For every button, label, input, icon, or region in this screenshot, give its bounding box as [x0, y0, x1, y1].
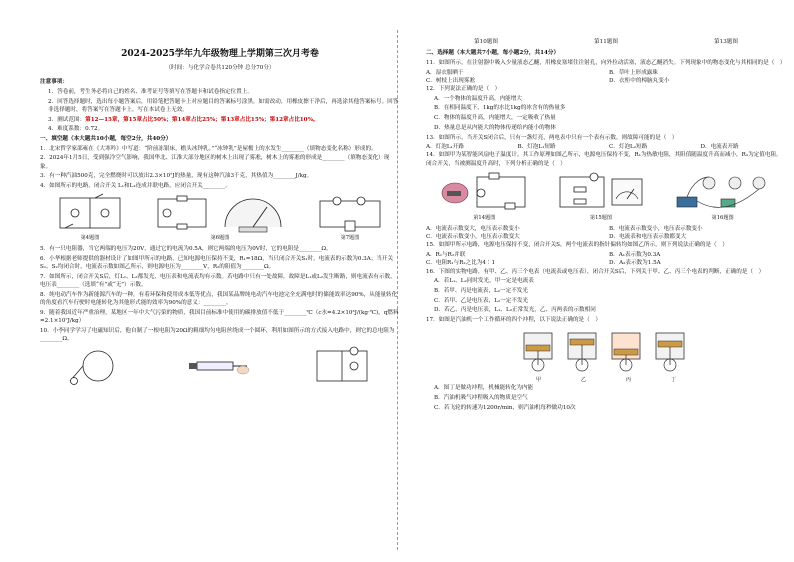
figure-caption: 第6题图 — [210, 235, 230, 242]
figure-q7 — [315, 193, 385, 242]
option: A．湿衣服晒干 — [426, 69, 464, 76]
option: D．电流表开路 — [700, 144, 739, 151]
option: C．若甲、乙是电压表，L₂一定不发光 — [434, 297, 529, 304]
question-6: 6．小华根据老师提供的器材设计了如图甲所示的电路，已知电源电压保持不变，R₁=18Ω，当只闭合开关S₁时，电流表的示数为0.3A；当开关S₁、S₂均闭合时，电流表示数如图乙所示，则电源电压为________V，R₂的阻值为________Ω。 — [40, 256, 394, 271]
option: C．电阻R₁与R₂之比为4∶1 — [426, 260, 496, 267]
engine-strokes-figure — [426, 327, 786, 373]
four-stroke-engine-diagram — [516, 327, 696, 373]
figure-q14 — [439, 171, 529, 222]
figure-row-left — [40, 193, 400, 242]
option: A．一个物体的温度升高，内能增大 — [434, 95, 522, 102]
note-item: 1．答卷前，考生务必将自己的姓名、准考证号等填写在答题卡和试卷指定位置上。 — [48, 88, 253, 95]
option: C．若飞轮的转速为1200r/min，则汽油机每秒做功10次 — [434, 404, 576, 411]
figure-q15 — [556, 171, 646, 222]
option: A．图丁是做功冲程，机械能转化为内能 — [434, 385, 534, 392]
circuit-diagram-q13 — [312, 346, 372, 386]
scope-highlight: 第12—15章，第15章占比50%；第14章占比25%；第13章占比15%；第12章占比10%。 — [85, 116, 319, 123]
stroke-label: 甲 — [535, 377, 542, 384]
thermometer-and-circuit — [439, 171, 529, 213]
option: C．物体的温度升高，内能增大，一定吸收了热量 — [434, 115, 556, 122]
figure-caption: 第15题图 — [589, 214, 613, 221]
figure-caption: 第13题图 — [714, 39, 738, 45]
exam-subtitle: （时间：与化学合卷共120分钟 总分70分） — [165, 65, 275, 71]
option: B．A₁表示数为0.3A — [609, 252, 661, 259]
option: C．电流表示数变小，电压表示数变大 — [426, 234, 520, 241]
question-14: 14．如图甲为某智能风扇电子温度计，其工作原理如图乙所示，电源电压保持不变，R₁为热敏电阻，其阻值随温度升高而减小，R₂为定值电阻。闭合开关，当被测温度升高时，下列分析正确的是（ ） — [426, 152, 782, 167]
syringe-figure — [185, 346, 255, 386]
exam-title: 2024-2025学年九年级物理上学期第三次月考卷 — [121, 49, 319, 59]
option: D．衣柜中的樟脑丸变小 — [609, 77, 670, 84]
figure-caption: 第11题图 — [594, 39, 618, 45]
stroke-label: 丙 — [625, 377, 632, 384]
option: C．灯泡L₂短路 — [609, 144, 648, 151]
option: A．电流表示数变大，电压表示数变小 — [426, 226, 520, 233]
question-2: 2．2024年1月5日，受到强冷空气影响，我国华北、江淮大部分地区的树木上出现了雾凇，树木上的雾凇的形成是________（填物态变化）现象。 — [40, 155, 390, 170]
circuit-diagram-q4 — [55, 193, 125, 233]
left-column — [40, 38, 400, 389]
circuit-and-ammeter-q15 — [556, 171, 646, 213]
engine-stroke — [568, 333, 596, 371]
circuit-diagram-q7 — [315, 193, 385, 233]
figure-caption: 第16题图 — [711, 214, 734, 221]
engine-stroke — [656, 333, 684, 371]
option: B．灯泡L₁短路 — [517, 144, 556, 151]
question-15: 15．如图甲所示电路，电源电压保持不变，闭合开关S，两个电流表的指针偏转均如图乙所示，则下列说法正确的是（ ） — [426, 242, 728, 249]
option: D．热量总是从内能大的物体传递给内能小的物体 — [434, 124, 556, 131]
options-q15 — [426, 251, 786, 267]
notes-heading: 注意事项： — [40, 79, 68, 86]
option: D．电流表和电压表示数都变大 — [609, 234, 687, 241]
option: B．草叶上形成露珠 — [609, 69, 658, 76]
option: A．灯泡L₁开路 — [426, 144, 464, 151]
figure-row-left-bottom — [40, 346, 400, 386]
option: A．R₁与R₂并联 — [426, 252, 466, 259]
engine-stroke-labels — [516, 376, 696, 384]
figure-labels-top — [426, 38, 786, 46]
question-17: 17．如图是汽油机一个工作循环的四个冲程，以下说法正确的是（ ） — [426, 317, 601, 324]
options-q14 — [426, 225, 786, 241]
figure-q16 — [673, 171, 773, 222]
figure-caption: 第7题图 — [340, 235, 360, 242]
question-10: 10．小李同学学习了电磁知识后，他自制了一根电阻为20Ω的粗细均匀电阻丝绕成一个圆环，利用如图所示的方式接入电路中，则它的总电阻为________Ω。 — [40, 327, 395, 342]
options-q11 — [426, 69, 786, 85]
question-4: 4．如图所示的电路，闭合开关 L₁和L₂连成并联电路，应闭合开关________。 — [40, 182, 231, 189]
option: A．若L₁、L₂同时发光，甲一定是电流表 — [434, 278, 534, 285]
engine-stroke — [524, 333, 552, 371]
section1-heading: 一、填空题（本大题共10小题，每空2分，共40分） — [40, 135, 172, 142]
note-item: 2．回答选择题时，选出每小题答案后，用铅笔把答题卡上对应题目的答案标号涂黑。如需改动，用橡皮擦干净后，再选涂其他答案标号。回答非选择题时，将答案写在答题卡上。写在本试卷上无效。 — [48, 98, 399, 113]
question-11: 11．如图所示，在注射器中吸入少量液态乙醚，用橡皮塞堵住注射孔，向外拉动活塞，液态乙醚消失。下列现象中的物态变化与其相同的是（ ） — [426, 59, 786, 66]
option: B．电流表示数变小，电压表示数变小 — [609, 226, 703, 233]
question-8: 8．纯电动汽车作为新能源汽车的一种，有着环保和使用成本低等优点，我国某品牌纯电动汽车电池完全充满电时的储能效率达90%，从能量转化的角度看汽车行驶时电能转化为其他形式能的效率为90%的意义：________。 — [40, 291, 398, 307]
section2-heading: 二、选择题（本大题共7小题，每小题2分，共14分） — [426, 50, 560, 57]
right-column — [426, 38, 786, 414]
question-9: 9．随着我国近年严重治理，某地区一年中大气污染的物质，我国目前标准中使用的碳排放值不低于________℃（c水=4.2×10³J/(kg·℃)，q燃料=2.1×10⁷J/kg） — [40, 309, 399, 324]
option: B．在相同温度下，1kg的水比1kg的冰含有的热量多 — [434, 105, 566, 112]
figure-row-right — [426, 171, 786, 222]
options-q13 — [426, 143, 786, 151]
question-7: 7．如图所示，闭合开关S后，灯L₁、L₂都发光，电压表和电流表均有示数。若电路中只有一处故障，故障是L₁或L₂发生断路，则电流表有示数，电压表________（选填“有”或“无”）示数。 — [40, 273, 396, 289]
question-13: 13．如图所示，当开关S闭合后，只有一盏灯亮，两电表中只有一个表有示数，则故障可能的是（ ） — [426, 134, 678, 141]
figure-caption: 第14题图 — [473, 214, 496, 221]
option: C．树枝上出现雾凇 — [426, 77, 476, 84]
figure-caption: 第4题图 — [80, 235, 100, 242]
figure-caption: 第10题图 — [474, 39, 498, 45]
note-item: 4．难度系数：0.72。 — [48, 126, 104, 133]
figure-q4 — [55, 193, 125, 242]
option: B．汽油机吸气冲程吸入的物质是空气 — [434, 395, 528, 402]
stroke-label: 丁 — [670, 377, 677, 384]
engine-stroke — [612, 333, 640, 371]
option: D．A₂表示数为1.5A — [609, 260, 661, 267]
ring-resistor-figure — [68, 346, 128, 386]
question-3: 3．有一种汽油500克，完全燃烧时可以放出2.3×10⁷J的热量，现有这种汽油3千克，其热值为________J/kg。 — [40, 173, 313, 180]
figure-q6 — [155, 193, 285, 242]
stroke-label: 乙 — [580, 377, 587, 384]
question-12: 12．下列说法正确的是（ ） — [426, 86, 501, 93]
option: D．若乙、丙是电压表，L₁、L₂正常发光，乙、丙两表的示数相同 — [434, 307, 596, 314]
physical-circuit-q16 — [673, 171, 773, 213]
note-item: 3．测试范围：第12—15章，第15章占比50%；第14章占比25%；第13章占比15%；第12章占比10%。 — [48, 116, 319, 123]
circuit-and-meter-q6 — [155, 193, 285, 233]
question-5: 5．有一只电阻器，当它两端的电压为20V，通过它的电流为0.5A，则它两端的电压为0V时，它的电阻是________Ω。 — [40, 246, 332, 253]
question-1: 1．北宋哲学家邵雍在《大寒吟》中写道：“阶前冻银床，檐头冰钟乳。”“冰钟乳”是屋檐上的水发生________（填物态变化名称）形成的。 — [40, 145, 377, 152]
option: B．若甲、丙是电流表，L₂一定不发光 — [434, 287, 528, 294]
question-16: 16．下图的实物电路，有甲、乙、丙三个电表（电流表或电压表），闭合开关S后，下列关于甲、乙、丙三个电表的判断，正确的是（ ） — [426, 268, 765, 275]
